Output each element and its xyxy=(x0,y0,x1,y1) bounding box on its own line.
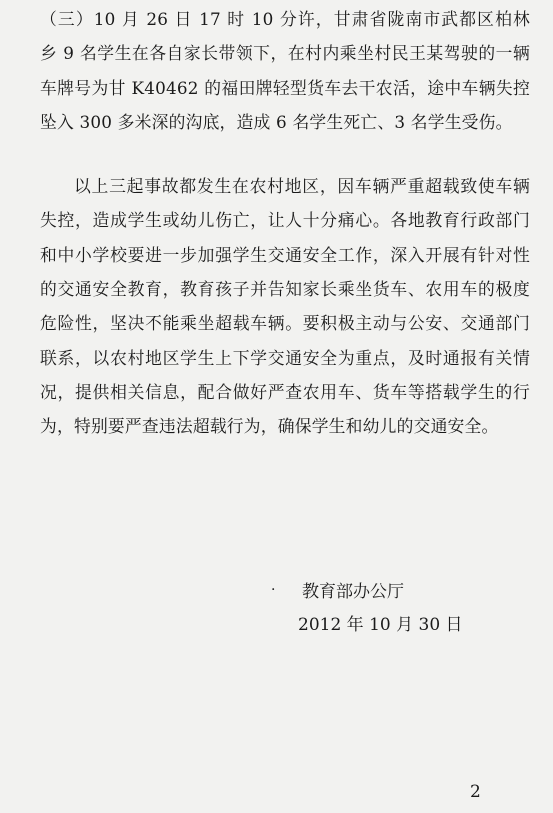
text-line: 危险性，坚决不能乘坐超载车辆。要积极主动与公安、交通部门 xyxy=(40,313,530,334)
text-line: 的交通安全教育，教育孩子并告知家长乘坐货车、农用车的极度 xyxy=(40,279,530,300)
text-line: 况，提供相关信息，配合做好严查农用车、货车等搭载学生的行 xyxy=(40,381,530,402)
text-line: 以上三起事故都发生在农村地区，因车辆严重超载致使车辆 xyxy=(74,176,530,197)
text-line: 为，特别要严查违法超载行为，确保学生和幼儿的交通安全。 xyxy=(40,416,499,437)
text-line: 失控，造成学生或幼儿伤亡，让人十分痛心。各地教育行政部门 xyxy=(40,210,530,231)
page-number: 2 xyxy=(470,782,481,802)
stray-mark: · xyxy=(271,582,276,598)
text-line: 和中小学校要进一步加强学生交通安全工作，深入开展有针对性 xyxy=(40,244,530,265)
text-line: 乡 9 名学生在各自家长带领下，在村内乘坐村民王某驾驶的一辆 xyxy=(40,43,530,64)
document-body xyxy=(40,2,530,444)
signature-block xyxy=(300,576,463,642)
text-line: 联系，以农村地区学生上下学交通安全为重点，及时通报有关情 xyxy=(40,347,530,368)
signature-organization: 教育部办公厅 xyxy=(302,582,404,602)
text-line: 车牌号为甘 K40462 的福田牌轻型货车去干农活，途中车辆失控 xyxy=(40,77,530,98)
text-line: 坠入 300 多米深的沟底，造成 6 名学生死亡、3 名学生受伤。 xyxy=(40,111,513,132)
text-line: （三）10 月 26 日 17 时 10 分许，甘肃省陇南市武都区柏林 xyxy=(40,9,530,29)
paragraph-2 xyxy=(40,169,530,443)
signature-date: 2012 年 10 月 30 日 xyxy=(298,615,463,635)
paragraph-1 xyxy=(40,2,530,139)
